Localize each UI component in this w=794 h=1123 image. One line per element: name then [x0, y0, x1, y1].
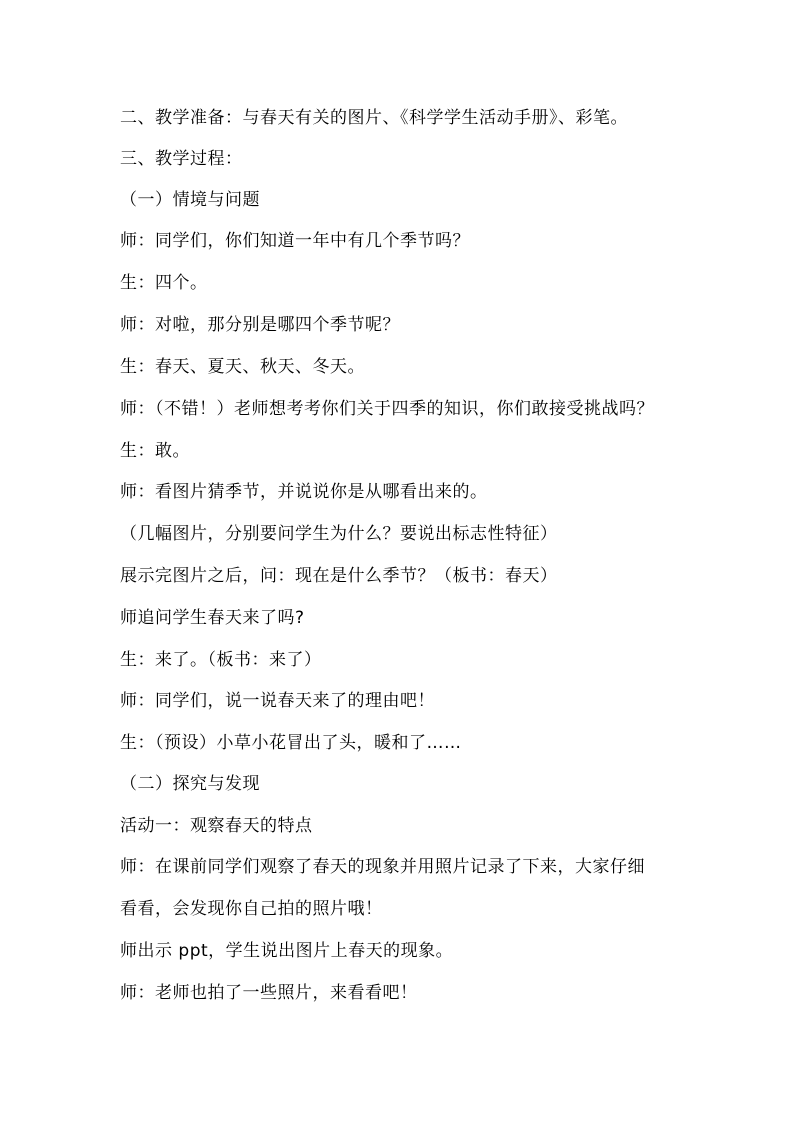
text-line: 生：春天、夏天、秋天、冬天。: [120, 357, 365, 377]
text-line: 师出示 ppt，学生说出图片上春天的现象。: [120, 941, 454, 961]
text-line: 生：来了。（板书：来了）: [120, 650, 322, 670]
text-line: 师：同学们，说一说春天来了的理由吧！: [120, 691, 435, 711]
text-line: 师：在课前同学们观察了春天的现象并用照片记录了下来，大家仔细: [120, 857, 645, 877]
text-line: （一）情境与问题: [120, 190, 260, 210]
text-line: 师：看图片猜季节，并说说你是从哪看出来的。: [120, 482, 488, 502]
text-line: 生：四个。: [120, 273, 208, 293]
text-line: 生：敢。: [120, 441, 190, 461]
text-line: 师：老师也拍了一些照片，来看看吧！: [120, 983, 418, 1003]
text-line: 师：对啦，那分别是哪四个季节呢？: [120, 315, 400, 335]
text-line: 师：（不错！）老师想考考你们关于四季的知识，你们敢接受挑战吗？: [120, 399, 654, 419]
text-line: 看看，会发现你自己拍的照片哦！: [120, 899, 383, 919]
text-line: 生：（预设）小草小花冒出了头，暖和了……: [120, 733, 462, 753]
section-heading: （二）探究与发现: [120, 774, 260, 794]
text-line: （几幅图片，分别要问学生为什么？要说出标志性特征）: [120, 524, 558, 544]
text-line: 师追问学生春天来了吗?: [120, 608, 305, 628]
text-line: 师：同学们，你们知道一年中有几个季节吗？: [120, 231, 470, 251]
text-line: 二、教学准备：与春天有关的图片、《科学学生活动手册》、彩笔。: [120, 108, 628, 128]
text-line: 展示完图片之后，问：现在是什么季节？（板书：春天）: [120, 566, 558, 586]
text-line: 三、教学过程：: [120, 149, 243, 169]
text-line: 活动一：观察春天的特点: [120, 816, 313, 836]
